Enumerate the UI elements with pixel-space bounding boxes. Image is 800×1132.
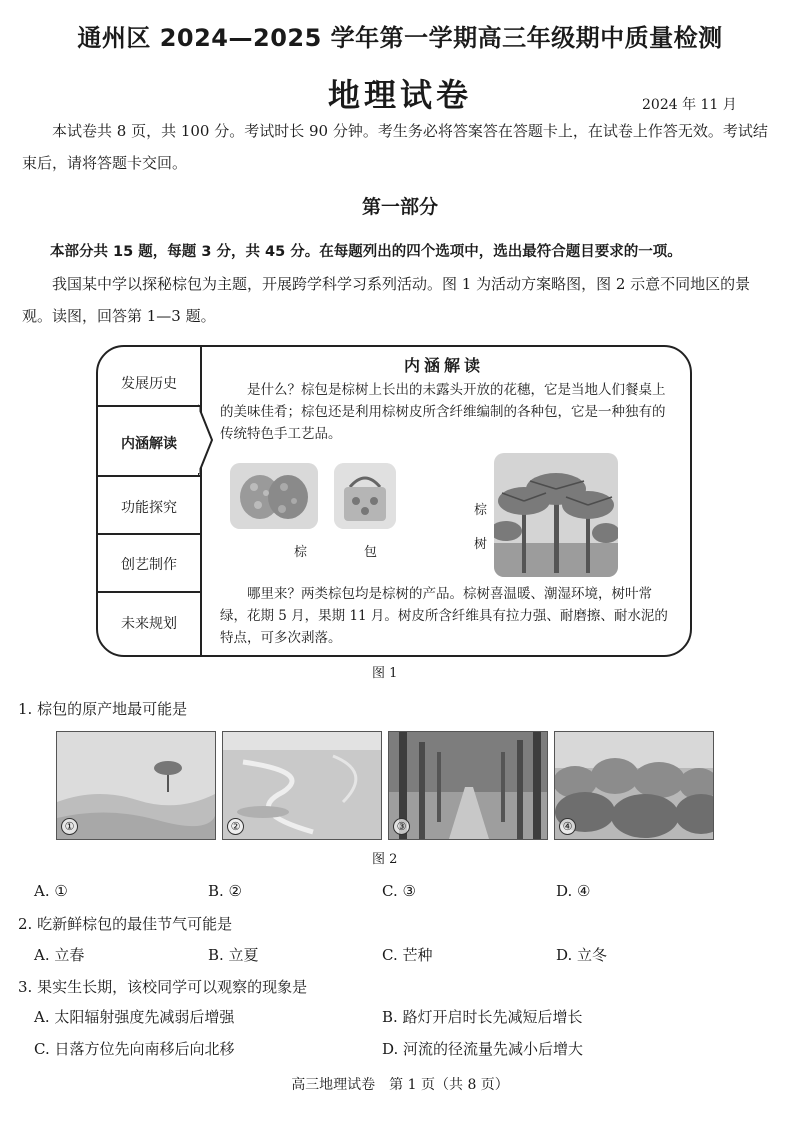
image-label-zong: 棕 <box>294 545 308 560</box>
food-zongbao-image <box>230 463 318 529</box>
question-3-stem: 3. 果实生长期，该校同学可以观察的现象是 <box>18 978 308 996</box>
q1-option-c: C. ③ <box>382 882 416 900</box>
q2-option-d: D. 立冬 <box>556 946 608 964</box>
nav-item-function: 功能探究 <box>121 500 177 516</box>
tree-label-shu: 树 <box>474 537 488 552</box>
scene-3-forest-image <box>388 731 548 840</box>
where-from-text: 哪里来？两类棕包均是棕树的产品。棕树喜温暖、潮湿环境，树叶常绿，花期 5 月，果期 11 月。树皮所含纤维具有拉力强、耐磨擦、耐水泥的特点，可多次剥落。 <box>220 586 668 646</box>
question-1-stem: 1. 棕包的原产地最可能是 <box>18 700 188 718</box>
q3-option-d: D. 河流的径流量先减小后增大 <box>382 1040 584 1058</box>
plan-nav-column <box>98 347 202 655</box>
scene-4-rainforest-image <box>554 731 714 840</box>
part-one-title: 第一部分 <box>361 196 438 218</box>
subject-title: 地理试卷 <box>327 76 472 114</box>
exam-date: 2024 年 11 月 <box>642 97 737 113</box>
nav-item-connotation: 内涵解读 <box>121 436 177 452</box>
nav-item-future: 未来规划 <box>121 616 177 632</box>
nav-item-history: 发展历史 <box>121 376 177 392</box>
q3-option-a: A. 太阳辐射强度先减弱后增强 <box>34 1008 235 1026</box>
panel-title: 内涵解读 <box>403 356 484 375</box>
scene-2-river-image <box>222 731 382 840</box>
tree-label-zong: 棕 <box>474 503 488 518</box>
q3-option-b: B. 路灯开启时长先减短后增长 <box>382 1008 583 1026</box>
nav-item-craft: 创艺制作 <box>121 557 177 573</box>
craft-zongbao-bag-image <box>334 463 396 529</box>
scene-3-label: ③ <box>393 818 410 835</box>
scene-1-label: ① <box>61 818 78 835</box>
question-lead-text: 我国某中学以探秘棕包为主题，开展跨学科学习系列活动。图 1 为活动方案略图，图 2 示意不同地区的景观。读图，回答第 1—3 题。 <box>22 275 751 325</box>
question-2-stem: 2. 吃新鲜棕包的最佳节气可能是 <box>18 915 233 933</box>
exam-instructions: 本试卷共 8 页，共 100 分。考试时长 90 分钟。考生务必将答案答在答题卡上，在试卷上作答无效。考试结束后，请将答题卡交回。 <box>22 122 768 172</box>
q1-option-a: A. ① <box>34 882 68 900</box>
scene-4-label: ④ <box>559 818 576 835</box>
figure-1-activity-plan <box>96 345 692 657</box>
q1-option-b: B. ② <box>208 882 243 900</box>
exam-title: 通州区 2024—2025 学年第一学期高三年级期中质量检测 <box>77 24 723 52</box>
figure-1-caption: 图 1 <box>372 666 398 681</box>
what-is-text: 是什么？棕包是棕树上长出的未露头开放的花穗，它是当地人们餐桌上的美味佳肴；棕包还是利用棕树皮所含纤维编制的各种包，它是一种独有的传统特色手工艺品。 <box>220 382 666 442</box>
connotation-panel <box>202 347 686 655</box>
figure-2-caption: 图 2 <box>372 852 398 867</box>
scene-1-desert-image <box>56 731 216 840</box>
q2-option-c: C. 芒种 <box>382 946 433 964</box>
part-one-instructions: 本部分共 15 题，每题 3 分，共 45 分。在每题列出的四个选项中，选出最符合题目要求的一项。 <box>50 244 682 260</box>
page-footer: 高三地理试卷 第 1 页（共 8 页） <box>291 1077 509 1093</box>
q2-option-b: B. 立夏 <box>208 946 259 964</box>
q3-option-c: C. 日落方位先向南移后向北移 <box>34 1040 235 1058</box>
q2-option-a: A. 立春 <box>34 946 85 964</box>
scene-2-label: ② <box>227 818 244 835</box>
q1-option-d: D. ④ <box>556 882 591 900</box>
palm-tree-image <box>494 453 618 577</box>
image-label-bao: 包 <box>364 545 378 560</box>
